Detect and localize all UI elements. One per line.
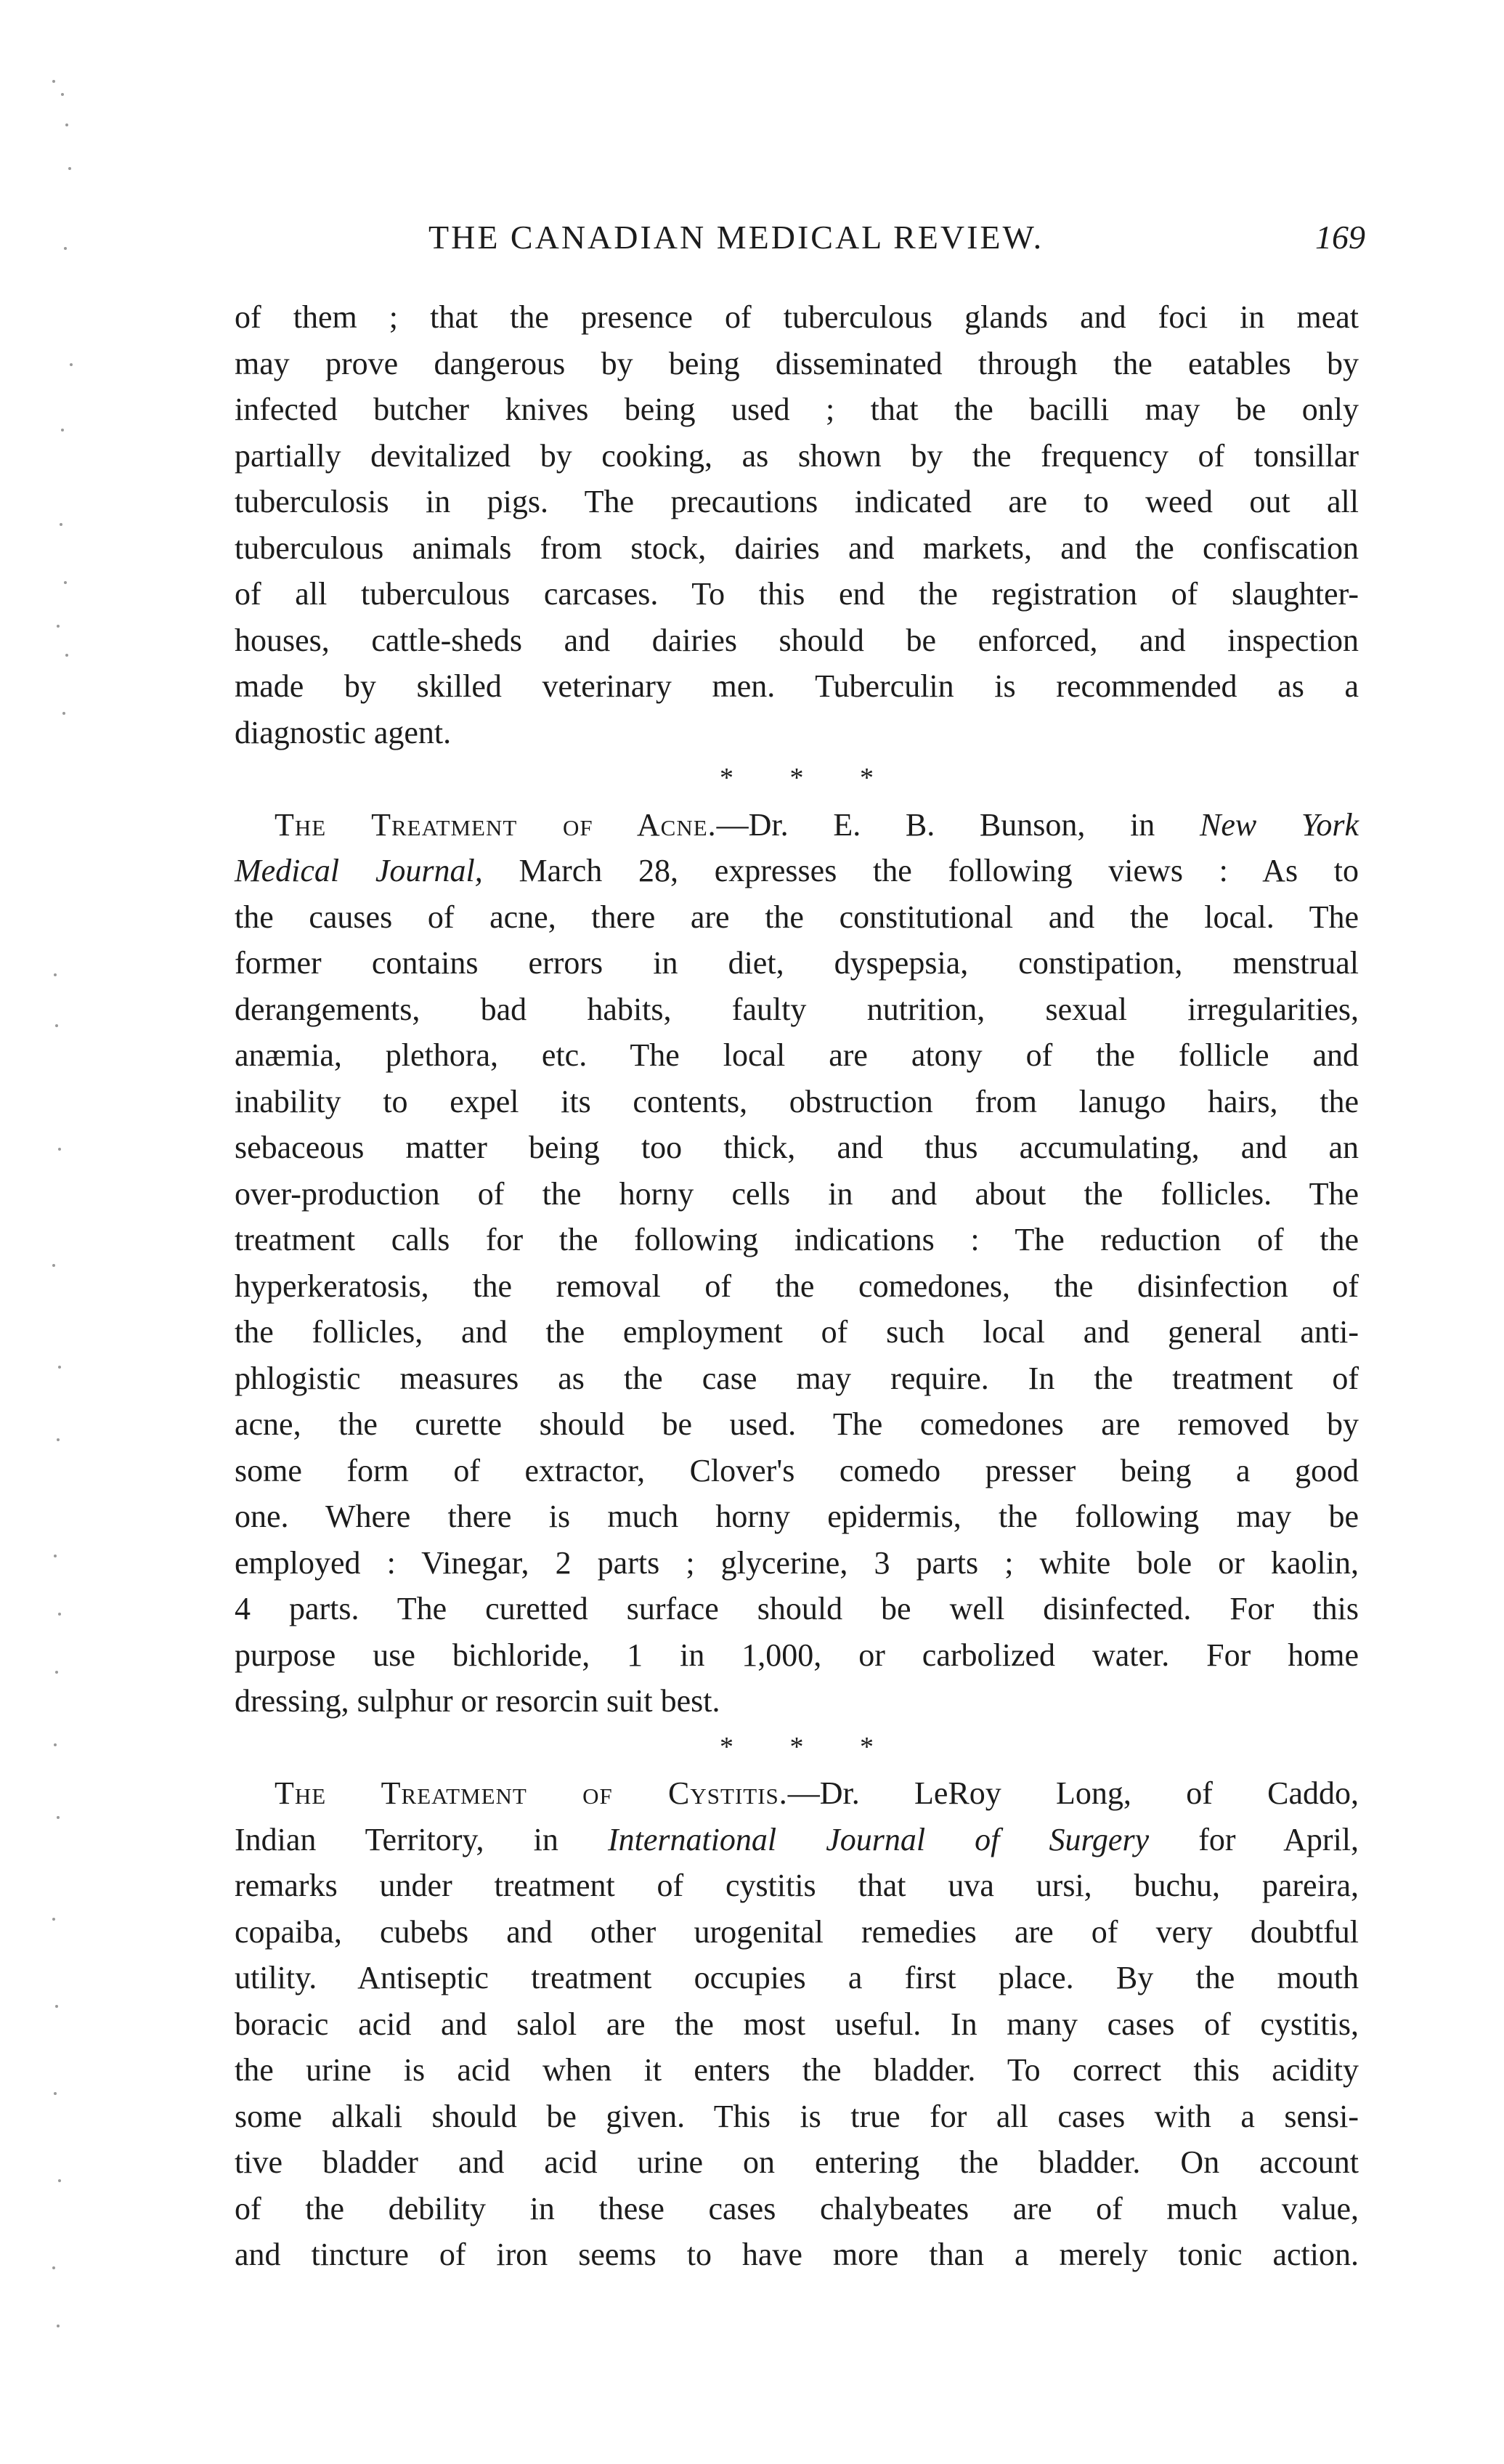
- text-line: inability to expel its contents, obstruction from lanugo hairs, the: [235, 1083, 1359, 1119]
- speck: [58, 2179, 61, 2182]
- text-line: dressing, sulphur or resorcin suit best.: [235, 1683, 720, 1719]
- text-line: houses, cattle-sheds and dairies should be enforced, and inspection: [235, 622, 1359, 658]
- text-line: of the debility in these cases chalybeates are of much value,: [235, 2190, 1359, 2226]
- journal-title: Medical Journal,: [235, 853, 483, 888]
- text-line: former contains errors in diet, dyspepsia, constipation, menstrual: [235, 945, 1359, 981]
- speck: [60, 523, 62, 526]
- speck: [64, 581, 67, 584]
- text-line: tuberculosis in pigs. The precautions indicated are to weed out all: [235, 484, 1359, 519]
- speck: [52, 2266, 55, 2269]
- text-line: infected butcher knives being used ; that the bacilli may be only: [235, 392, 1359, 427]
- speck: [58, 1366, 61, 1369]
- cystitis-paragraph: [235, 1770, 1359, 2278]
- tuberculosis-paragraph: [235, 294, 1359, 755]
- speck: [70, 363, 73, 366]
- text-line: [235, 1770, 1359, 1817]
- journal-title: International Journal of Surgery: [607, 1821, 1150, 1857]
- text-line: tuberculous animals from stock, dairies and markets, and the confiscation: [235, 530, 1359, 566]
- text-line: may prove dangerous by being disseminated through the eatables by: [235, 345, 1359, 381]
- text-line: copaiba, cubebs and other urogenital remedies are of very doubtful: [235, 1913, 1359, 1950]
- speck: [61, 93, 64, 96]
- speck: [55, 1024, 58, 1027]
- text-line: employed : Vinegar, 2 parts ; glycerine, 3 parts ; white bole or kaolin,: [235, 1544, 1359, 1581]
- text-line: treatment calls for the following indications : The reduction of the: [235, 1222, 1359, 1257]
- speck: [65, 123, 68, 126]
- acne-paragraph: [235, 802, 1359, 1725]
- text-line: some alkali should be given. This is true for all cases with a sensi-: [235, 2098, 1359, 2134]
- section-separator: * * *: [720, 1731, 898, 1762]
- text-line: boracic acid and salol are the most useful. In many cases of cystitis,: [235, 2006, 1359, 2042]
- text-line: tive bladder and acid urine on entering the bladder. On account: [235, 2144, 1359, 2180]
- text-line: purpose use bichloride, 1 in 1,000, or carbolized water. For home: [235, 1637, 1359, 1673]
- speck: [68, 167, 71, 170]
- journal-title: New York: [1200, 806, 1359, 843]
- text-line: some form of extractor, Clover's comedo presser being a good: [235, 1452, 1359, 1488]
- text-line: sebaceous matter being too thick, and thus accumulating, and an: [235, 1130, 1359, 1165]
- text-line: one. Where there is much horny epidermis, the following may be: [235, 1499, 1359, 1534]
- speck: [58, 1613, 61, 1616]
- text-run: for April,: [1198, 1821, 1359, 1857]
- section-heading-acne: The Treatment of Acne.: [275, 806, 717, 843]
- speck: [61, 429, 64, 431]
- section-heading-cystitis: The Treatment of Cystitis.: [275, 1775, 788, 1811]
- speck: [62, 712, 65, 715]
- speck: [52, 80, 55, 83]
- speck: [57, 625, 60, 628]
- text-line: [235, 802, 1359, 848]
- speck: [58, 1148, 61, 1151]
- text-line: diagnostic agent.: [235, 714, 452, 750]
- page-number: 169: [1315, 219, 1365, 256]
- text-run: March 28, expresses the following views : As to: [519, 853, 1359, 888]
- speck: [52, 1918, 55, 1921]
- text-line: phlogistic measures as the case may require. In the treatment of: [235, 1360, 1359, 1396]
- speck: [54, 1743, 57, 1746]
- running-head: [407, 218, 1365, 262]
- section-separator: * * *: [720, 763, 898, 793]
- text-line: the urine is acid when it enters the bladder. To correct this acidity: [235, 2052, 1359, 2088]
- text-line: utility. Antiseptic treatment occupies a first place. By the mouth: [235, 1960, 1359, 1995]
- text-run: —Dr. LeRoy Long, of Caddo,: [787, 1775, 1359, 1811]
- speck: [54, 973, 57, 976]
- text-line: acne, the curette should be used. The comedones are removed by: [235, 1406, 1359, 1442]
- speck: [55, 2005, 58, 2008]
- text-line: the causes of acne, there are the constitutional and the local. The: [235, 899, 1359, 935]
- speck: [64, 247, 67, 250]
- text-line: hyperkeratosis, the removal of the comedones, the disinfection of: [235, 1268, 1359, 1304]
- speck: [52, 1264, 55, 1267]
- text-line: remarks under treatment of cystitis that uva ursi, buchu, pareira,: [235, 1868, 1359, 1903]
- text-line: made by skilled veterinary men. Tuberculin is recommended as a: [235, 668, 1359, 704]
- text-line: 4 parts. The curetted surface should be well disinfected. For this: [235, 1591, 1359, 1626]
- text-line: [235, 1817, 1359, 1863]
- text-line: partially devitalized by cooking, as shown by the frequency of tonsillar: [235, 437, 1359, 474]
- speck: [57, 1438, 60, 1441]
- text-line: derangements, bad habits, faulty nutrition, sexual irregularities,: [235, 991, 1359, 1027]
- margin-specks: [44, 58, 102, 2383]
- speck: [65, 654, 68, 657]
- text-line: the follicles, and the employment of such local and general anti-: [235, 1314, 1359, 1350]
- speck: [57, 2325, 60, 2327]
- article-body: [235, 294, 1359, 2278]
- text-line: [235, 848, 1359, 894]
- text-line: anæmia, plethora, etc. The local are atony of the follicle and: [235, 1037, 1359, 1073]
- text-line: of all tuberculous carcases. To this end the registration of slaughter-: [235, 576, 1359, 612]
- speck: [57, 1816, 60, 1819]
- text-run: —Dr. E. B. Bunson, in: [716, 806, 1155, 843]
- speck: [55, 1671, 58, 1674]
- text-line: over-production of the horny cells in and about the follicles. The: [235, 1175, 1359, 1212]
- speck: [54, 2092, 57, 2095]
- speck: [54, 1555, 57, 1557]
- running-head-title: THE CANADIAN MEDICAL REVIEW.: [428, 219, 1044, 256]
- text-line: and tincture of iron seems to have more than a merely tonic action.: [235, 2237, 1359, 2272]
- text-run: Indian Territory, in: [235, 1821, 558, 1857]
- text-line: of them ; that the presence of tuberculous glands and foci in meat: [235, 299, 1359, 335]
